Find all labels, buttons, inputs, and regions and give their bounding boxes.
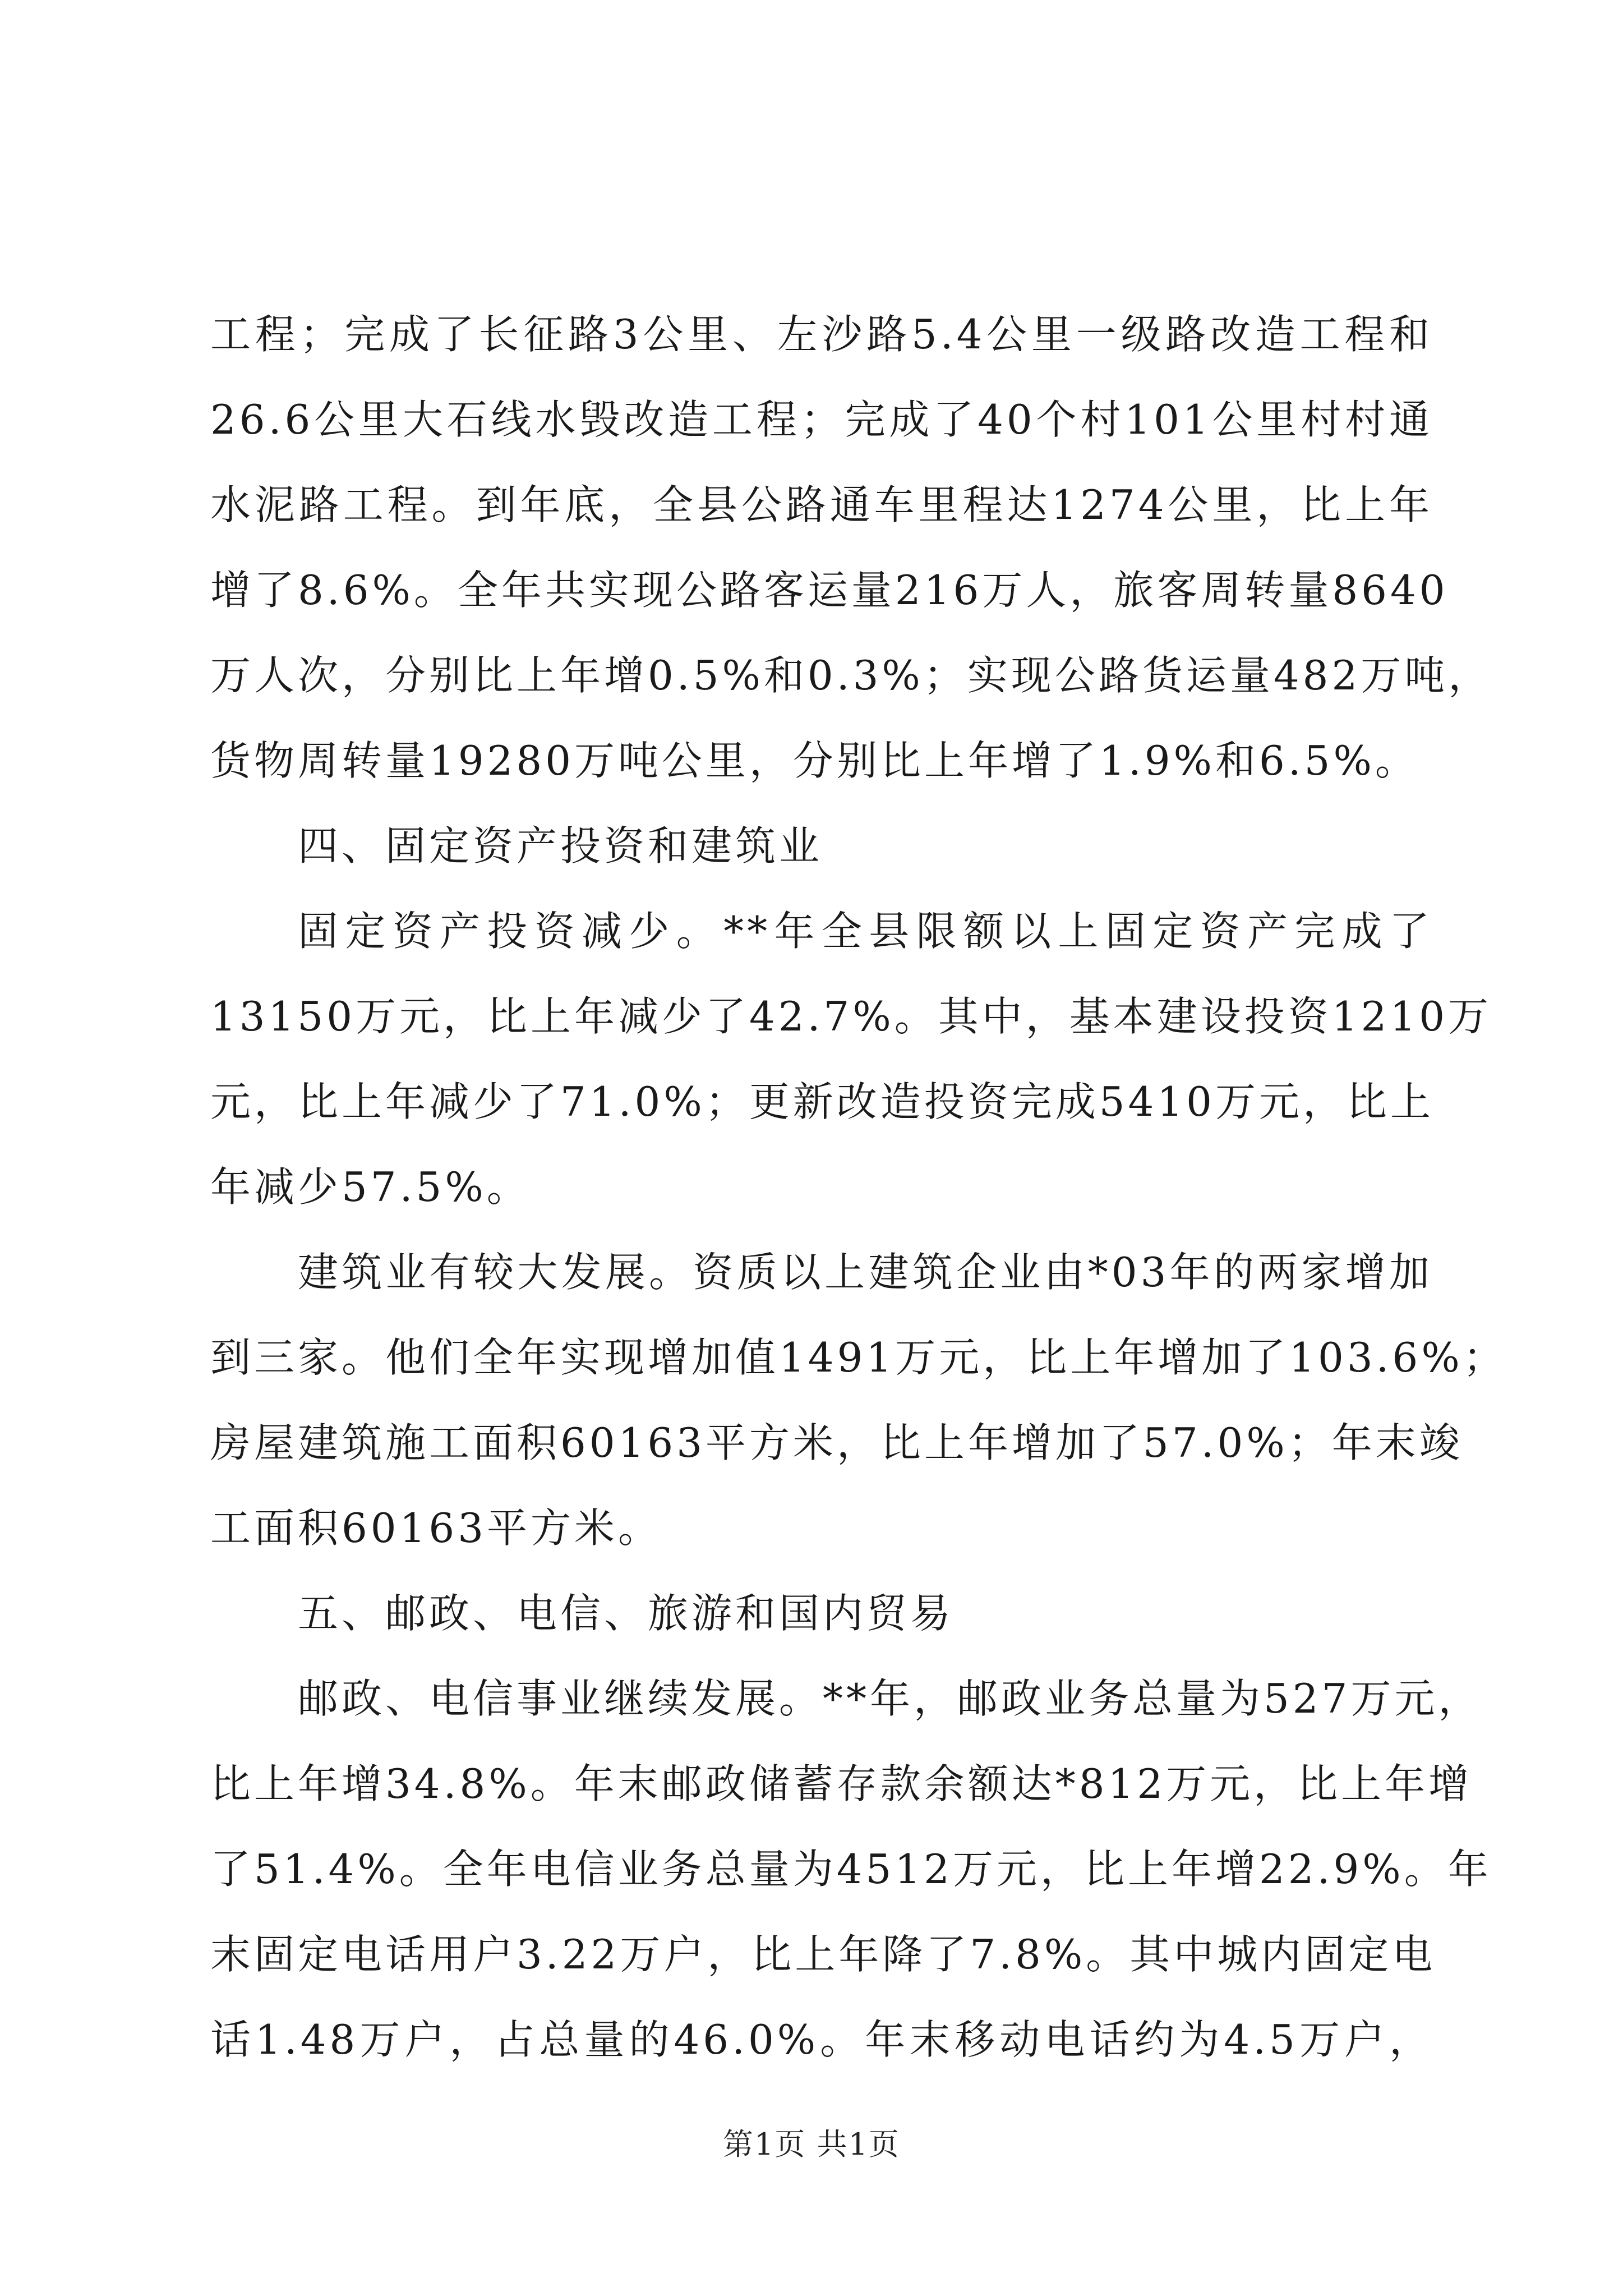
paragraph-line: 了51.4%。全年电信业务总量为4512万元，比上年增22.9%。年 (210, 1846, 1492, 1893)
paragraph-line: 比上年增34.8%。年末邮政储蓄存款余额达*812万元，比上年增 (210, 1760, 1473, 1807)
paragraph-line: 万人次，分别比上年增0.5%和0.3%；实现公路货运量482万吨， (210, 652, 1492, 699)
document-body (210, 292, 1507, 2082)
paragraph-line: 房屋建筑施工面积60163平方米，比上年增加了57.0%；年末竣 (210, 1419, 1463, 1466)
paragraph-line: 增了8.6%。全年共实现公路客运量216万人，旅客周转量8640 (210, 567, 1449, 614)
paragraph-line: 到三家。他们全年实现增加值1491万元，比上年增加了103.6%； (210, 1334, 1507, 1381)
paragraph-line: 工面积60163平方米。 (210, 1504, 662, 1552)
paragraph-line: 建筑业有较大发展。资质以上建筑企业由*03年的两家增加 (298, 1249, 1433, 1296)
paragraph-line: 工程；完成了长征路3公里、左沙路5.4公里一级路改造工程和 (210, 311, 1433, 358)
paragraph-line: 26.6公里大石线水毁改造工程；完成了40个村101公里村村通 (210, 396, 1433, 443)
paragraph-line: 末固定电话用户3.22万户，比上年降了7.8%。其中城内固定电 (210, 1931, 1436, 1978)
paragraph-line: 年减少57.5%。 (210, 1163, 531, 1211)
paragraph-line: 13150万元，比上年减少了42.7%。其中，基本建设投资1210万 (210, 993, 1492, 1040)
paragraph-line: 水泥路工程。到年底，全县公路通车里程达1274公里，比上年 (210, 481, 1433, 528)
page-number-footer: 第1页 共1页 (723, 2127, 900, 2162)
paragraph-line: 固定资产投资减少。**年全县限额以上固定资产完成了 (298, 908, 1433, 955)
section-heading: 五、邮政、电信、旅游和国内贸易 (298, 1590, 955, 1637)
paragraph-line: 货物周转量19280万吨公里，分别比上年增了1.9%和6.5%。 (210, 737, 1419, 784)
paragraph-line: 话1.48万户，占总量的46.0%。年末移动电话约为4.5万户， (210, 2016, 1433, 2063)
paragraph-line: 邮政、电信事业继续发展。**年，邮政业务总量为527万元， (298, 1675, 1482, 1722)
paragraph-line: 元，比上年减少了71.0%；更新改造投资完成5410万元，比上 (210, 1078, 1434, 1125)
section-heading: 四、固定资产投资和建筑业 (298, 822, 823, 869)
